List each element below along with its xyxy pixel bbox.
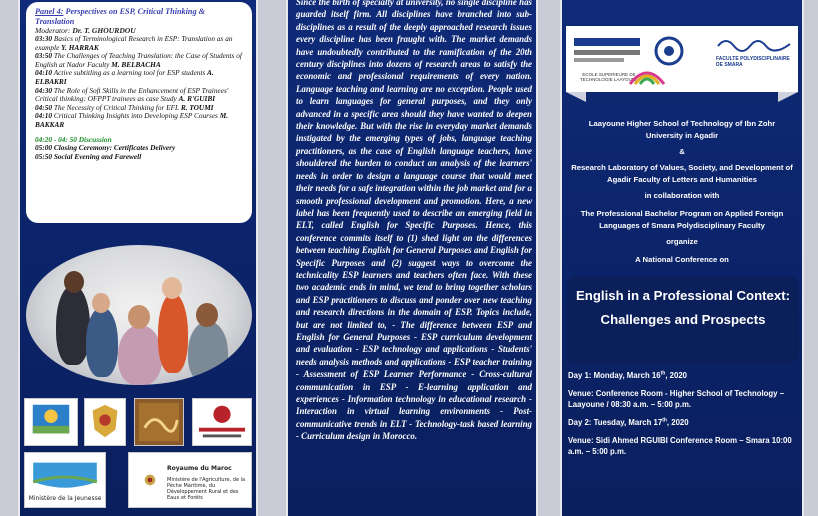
- arabic-script-icon: [716, 34, 792, 52]
- discussion-slot: 04:20 - 04: 50 Discussion: [35, 134, 112, 144]
- moderator: Moderator: Dr. T. GHOURDOU: [35, 26, 136, 35]
- organizer-2: Research Laboratory of Values, Society, and Development of Agadir Faculty of Letters and Humanities: [571, 163, 793, 184]
- logo-ministry-youth: [24, 452, 106, 508]
- program-card: [26, 2, 252, 223]
- rainbow-logo-icon: [626, 62, 668, 88]
- logo-kingdom-caption: Royaume du Maroc: [167, 465, 232, 472]
- logo-kingdom: [128, 452, 252, 508]
- day1-venue: Venue: Conference Room - Higher School of Technology – Laayoune / 08:30 a.m. – 5:00 p.m.: [568, 389, 785, 409]
- program-item: 04:10 Critical Thinking Insights into Developing ESP Courses M. BAKKAR: [35, 111, 229, 129]
- logo-university: [192, 398, 252, 446]
- banner-left-label: ECOLE SUPERIEURE DE TECHNOLOGIE LAAYOUNE: [579, 72, 639, 82]
- logo-emblem-crest: [84, 398, 126, 446]
- national-conference-label: A National Conference on: [635, 255, 729, 264]
- banner-right-label: FACULTE POLYDISCIPLINAIRE DE SMARA: [716, 56, 790, 68]
- day2-date: Day 2: Tuesday, March 17th, 2020: [568, 417, 689, 427]
- organizer-1: Laayoune Higher School of Technology of Ibn Zohr University in Agadir: [588, 119, 776, 140]
- program-item: 04:50 The Necessity of Critical Thinking for EFL R. TOUMI: [35, 102, 214, 112]
- program-item: 04:30 The Role of Soft Skills in the Enhancement of ESP Trainees' Critical thinking: OFPPT trainees as case Study A. R'GUIBI: [35, 85, 229, 104]
- organize-label: organize: [666, 237, 698, 246]
- program-item: 03:50 The Challenges of Teaching Translation: the Case of Students of English at Nador Faculty M. BELBACHA: [35, 51, 242, 69]
- logo-calligraphy: [134, 398, 184, 446]
- closing-item: 05:50 Social Evening and Farewell: [35, 151, 142, 161]
- cover-panel: [560, 0, 804, 516]
- program-item: 03:30 Basics of Terminological Research in ESP: Translation as an example Y. HARRAK: [35, 34, 233, 52]
- conference-title: English in a Professional Context: Challenges and Prospects: [567, 276, 799, 364]
- conference-description: Since the birth of specialty at university, no single discipline has guarded itself firm. All disciplines have branched into sub-disciplines as a result of the deeply approached research issues every discipline has been fraught with. The market demands have undoubtedly contributed to the ramification of the 20th century disciplines into dozens of research areas to satisfy the economic and professional requirements of every nation. Language teaching and learning are no exception. People used to learn languages for general purposes, and they only advanced in a specific area should they have wanted to deepen their knowledge. But with the rise in everyday market demands instigated by the emerging types of jobs, language teaching practitioners, as the case of English language teachers, have shouldered the burden to conduct an analysis of the learners' needs in order to design a language course that would meet their needs for a safe integration within the job market and for a smooth professional development and promotion. Here, a new label has been frequently used to describe an emerging field in ELT, called English for Specific Purposes. Hence, this conference commits itself to (1) shed light on the differences between teaching English for General Purposes and English for Specific Purposes and (2) suggest ways to overcome the technicality ESP learners and teachers often face. With these two academic ends in mind, we tend to bring together scholars and ESP practitioners to discuss and ponder over new teaching and research directions in the domain of ESP. Topics include, but are not limited to, - The difference between ESP and English for General Purposes - ESP curriculum development and evaluation - ESP technology and applications - Students' needs analysis methods and applications - ESP teacher training - Assessment of ESP Learner Performance - Cross-cultural communication in ESP - E-learning application and experiences - Information technology in educational research - Interaction in virtual learning environments - Post-communicative trends in ELT - Technology-task based learning - Curriculum design in Morocco.: [296, 0, 532, 442]
- logo-ministry-youth-caption: Ministère de la Jeunesse: [28, 495, 102, 502]
- ampersand: &: [679, 147, 685, 156]
- closing-item: 05:00 Closing Ceremony: Certificates Delivery: [35, 143, 176, 153]
- day1-date: Day 1: Monday, March 16th, 2020: [568, 370, 688, 380]
- logo-kingdom-sub: Ministère de l'Agriculture, de la Pêche Maritime, du Développement Rural et des Eaux et Forêts: [167, 477, 246, 501]
- group-photo: [26, 245, 252, 385]
- day2-venue: Venue: Sidi Ahmed RGUIBI Conference Room – Smara 10:00 a.m. – 5:00 p.m.: [568, 436, 792, 456]
- program-item: 04:10 Active subtitling as a learning tool for ESP students A. ELBAKRI: [35, 68, 214, 86]
- institutions-banner: [566, 26, 798, 92]
- logo-emblem-blue: [24, 398, 78, 446]
- organizer-3: The Professional Bachelor Program on Applied Foreign Languages of Smara Polydisciplinary Faculty: [580, 209, 784, 230]
- program-panel: [18, 0, 258, 516]
- panel-title: Panel 4: Perspectives on ESP, Critical Thinking & Translation: [35, 7, 205, 26]
- collaboration-label: in collaboration with: [644, 191, 720, 200]
- description-panel: [286, 0, 538, 516]
